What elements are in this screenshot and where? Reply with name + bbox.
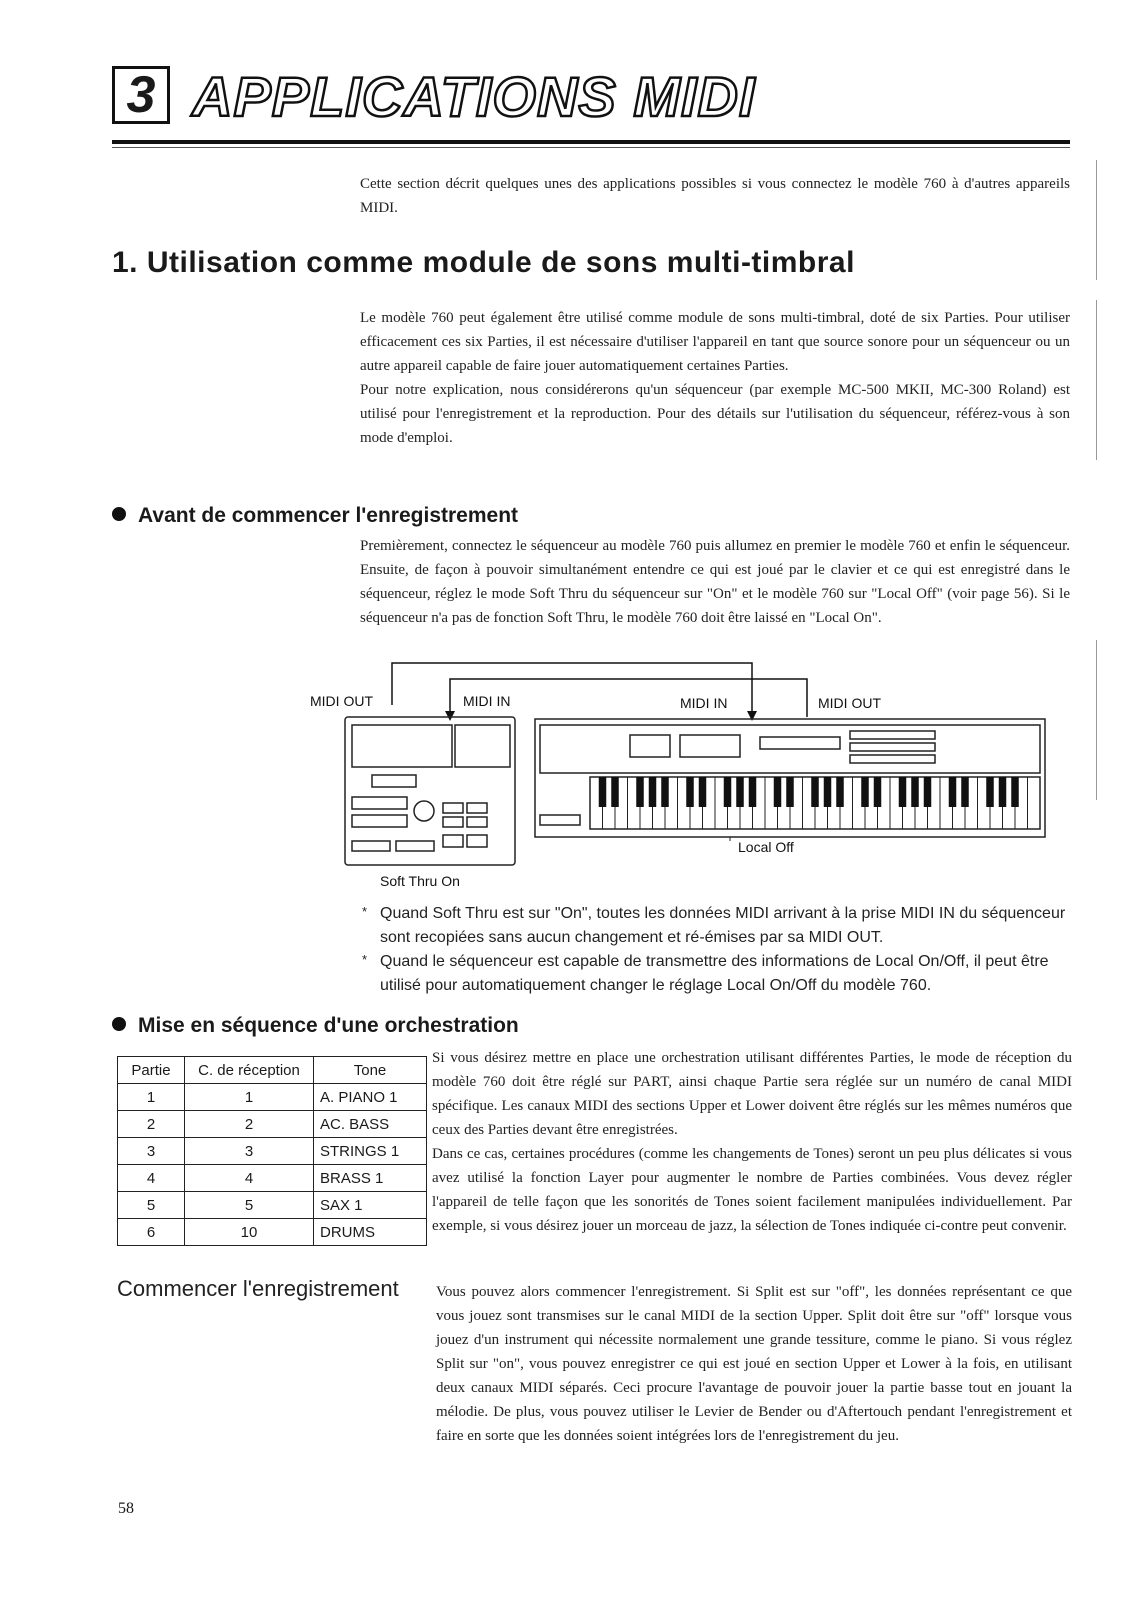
black-key <box>924 777 932 807</box>
header-rule <box>112 140 1070 144</box>
table-cell: 1 <box>118 1084 185 1111</box>
black-key <box>911 777 919 807</box>
asterisk-icon: * <box>362 952 368 967</box>
midi-out-label: MIDI OUT <box>818 695 881 711</box>
table-cell: 4 <box>118 1165 185 1192</box>
orchestration-paragraph: Si vous désirez mettre en place une orchestration utilisant différentes Parties, le mode de réception du modèle 760 doit être réglé sur PART, ainsi chaque Partie sera réglée sur un numéro de canal MIDI spécifique. Les canaux MIDI des sections Upper et Lower doivent être réglés sur les mêmes numéros que ceux des Parties devant être enregistrées. <box>432 1050 1072 1138</box>
notes-list <box>362 902 1072 998</box>
table-cell: 10 <box>185 1219 314 1246</box>
orchestration-paragraph: Dans ce cas, certaines procédures (comme les changements de Tones) seront un peu plus délicates si vous avez utilisé la fonction Layer pour augmenter le nombre de Parties combinées. Vous devez régler l'appareil de telle façon que les sonorités de Tones soient facilement manipulées individuellement. Par exemple, si vous désirez jouer un morceau de jazz, la sélection de Tones indiquée ci-contre peut convenir. <box>432 1146 1072 1234</box>
chapter-title: APPLICATIONS MIDI <box>192 65 756 128</box>
table-cell: 4 <box>185 1165 314 1192</box>
column-header: C. de réception <box>185 1057 314 1084</box>
black-key <box>599 777 607 807</box>
table-row <box>118 1219 427 1246</box>
black-key <box>899 777 907 807</box>
subsection-title <box>112 1014 519 1038</box>
subsection-a-text: Premièrement, connectez le séquenceur au modèle 760 puis allumez en premier le modèle 760 et enfin le séquenceur. Ensuite, de façon à pouvoir simultanément entendre ce qui est joué par le clavier et ce qui est enregistré dans le séquenceur, réglez le mode Soft Thru du séquenceur sur "On" et le modèle 760 sur "Local Off" (voir page 56). Si le séquenceur n'a pas de fonction Soft Thru, le modèle 760 doit être laissé en "Local On". <box>360 538 1070 626</box>
soft-thru-label: Soft Thru On <box>380 873 460 889</box>
midi-out-label: MIDI OUT <box>310 693 373 709</box>
chapter-number: 3 <box>112 66 170 124</box>
black-key <box>736 777 744 807</box>
table-cell: 5 <box>118 1192 185 1219</box>
local-off-label: Local Off <box>738 839 794 855</box>
black-key <box>1011 777 1019 807</box>
black-key <box>636 777 644 807</box>
table-cell: BRASS 1 <box>314 1165 427 1192</box>
table-row <box>118 1192 427 1219</box>
black-key <box>686 777 694 807</box>
table-cell: DRUMS <box>314 1219 427 1246</box>
black-key <box>661 777 669 807</box>
note-text: Quand le séquenceur est capable de transmettre des informations de Local On/Off, il peut être utilisé pour automatiquement changer le réglage Local On/Off du modèle 760. <box>380 953 1049 994</box>
black-key <box>749 777 757 807</box>
black-key <box>874 777 882 807</box>
table-cell: STRINGS 1 <box>314 1138 427 1165</box>
section1-paragraph: Pour notre explication, nous considérerons qu'un séquenceur (par exemple MC-500 MKII, MC-300 Roland) est utilisé pour l'enregistrement et la reproduction. Pour des détails sur l'utilisation du séquenceur, référez-vous à son mode d'emploi. <box>360 382 1070 446</box>
note-item <box>362 902 1072 950</box>
table-cell: SAX 1 <box>314 1192 427 1219</box>
section1-paragraph: Le modèle 760 peut également être utilisé comme module de sons multi-timbral, doté de six Parties. Pour utiliser efficacement ces six Parties, il est nécessaire d'utiliser l'appareil en tant que source sonore pour un séquenceur ou un autre appareil capable de faire jouer automatiquement certaines Parties. <box>360 310 1070 374</box>
section1-body <box>360 306 1070 450</box>
table-cell: AC. BASS <box>314 1111 427 1138</box>
table-cell: 5 <box>185 1192 314 1219</box>
commencer-title: Commencer l'enregistrement <box>117 1276 399 1301</box>
black-key <box>836 777 844 807</box>
table-cell: 2 <box>118 1111 185 1138</box>
column-header: Tone <box>314 1057 427 1084</box>
keyboard-keys <box>599 777 1028 829</box>
midi-in-label: MIDI IN <box>680 695 728 711</box>
table-cell: 3 <box>185 1138 314 1165</box>
page-number: 58 <box>118 1500 134 1517</box>
table-row <box>118 1111 427 1138</box>
subsection-title <box>112 504 518 528</box>
margin-line <box>1096 300 1097 460</box>
black-key <box>774 777 782 807</box>
black-key <box>986 777 994 807</box>
black-key <box>786 777 794 807</box>
parts-table <box>117 1056 427 1246</box>
margin-line <box>1096 640 1097 800</box>
asterisk-icon: * <box>362 904 368 919</box>
commencer-text: Vous pouvez alors commencer l'enregistrement. Si Split est sur "off", les données représentant ce que vous jouez sont transmises sur le canal MIDI de la section Upper. Split doit être sur "off" lorsque vous jouez d'un instrument qui nécessite normalement une grande tessiture, comme le piano. Si vous réglez Split sur "on", vous pouvez enregistrer ce qui est joué en section Upper et Lower à la fois, en utilisant deux canaux MIDI séparés. Ceci procure l'avantage de pouvoir jouer la partie basse tout en jouant la mélodie. De plus, vous pouvez utiliser le Levier de Bender ou d'Aftertouch pendant l'enregistrement et faire en sorte que les données soient intégrées lors de l'enregistrement du jeu. <box>436 1284 1072 1444</box>
black-key <box>724 777 732 807</box>
table-row <box>118 1084 427 1111</box>
margin-line <box>1096 160 1097 280</box>
black-key <box>949 777 957 807</box>
black-key <box>861 777 869 807</box>
note-item <box>362 950 1072 998</box>
black-key <box>611 777 619 807</box>
black-key <box>649 777 657 807</box>
subsection-title-text: Mise en séquence d'une orchestration <box>138 1014 519 1037</box>
note-text: Quand Soft Thru est sur "On", toutes les données MIDI arrivant à la prise MIDI IN du séquenceur sont recopiées sans aucun changement et ré-émises par sa MIDI OUT. <box>380 905 1066 946</box>
table-row <box>118 1165 427 1192</box>
connection-diagram <box>300 655 1080 900</box>
table-cell: 2 <box>185 1111 314 1138</box>
diagram-drawing <box>300 655 1080 900</box>
black-key <box>961 777 969 807</box>
black-key <box>824 777 832 807</box>
intro-text: Cette section décrit quelques unes des applications possibles si vous connectez le modèle 760 à d'autres appareils MIDI. <box>360 176 1070 216</box>
midi-in-label: MIDI IN <box>463 693 511 709</box>
bullet-icon <box>112 507 126 521</box>
orchestration-body <box>432 1046 1072 1238</box>
column-header: Partie <box>118 1057 185 1084</box>
table-cell: A. PIANO 1 <box>314 1084 427 1111</box>
black-key <box>811 777 819 807</box>
bullet-icon <box>112 1017 126 1031</box>
header-rule-thin <box>112 147 1070 148</box>
table-cell: 1 <box>185 1084 314 1111</box>
subsection-title-text: Avant de commencer l'enregistrement <box>138 504 519 527</box>
table-row <box>118 1138 427 1165</box>
table-cell: 3 <box>118 1138 185 1165</box>
table-cell: 6 <box>118 1219 185 1246</box>
black-key <box>699 777 707 807</box>
black-key <box>999 777 1007 807</box>
table-header-row <box>118 1057 427 1084</box>
section-title: 1. Utilisation comme module de sons multi-timbral <box>112 246 855 279</box>
